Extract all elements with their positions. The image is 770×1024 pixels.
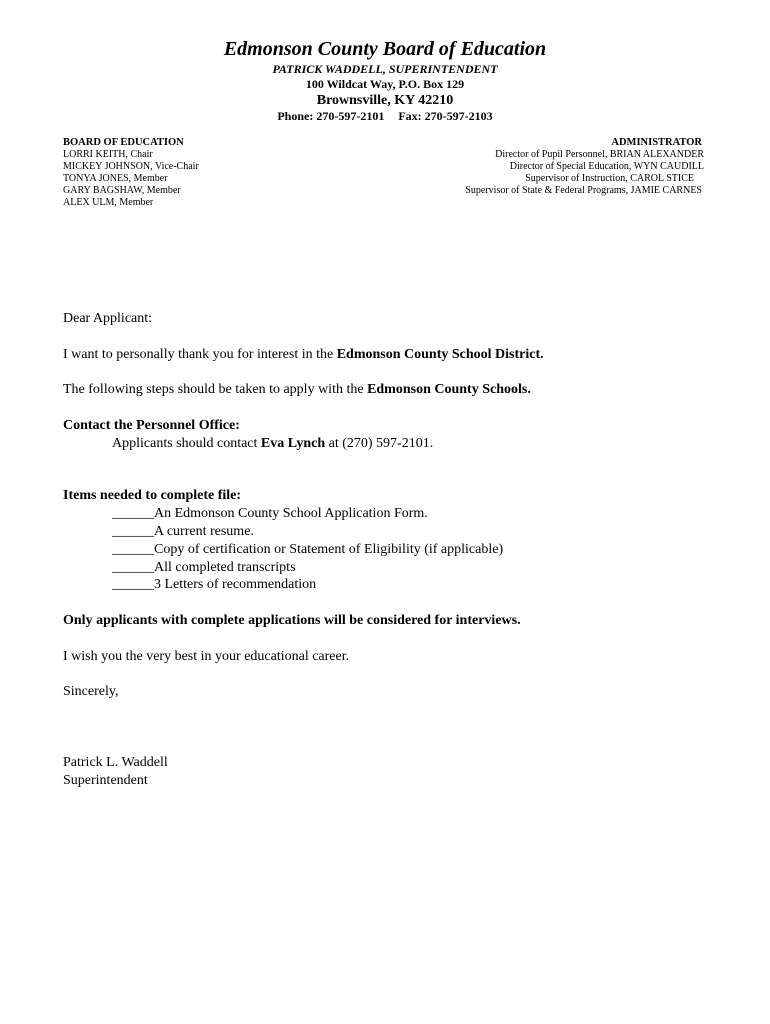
administrator-member: Supervisor of Instruction, CAROL STICE xyxy=(525,173,694,184)
wish-paragraph: I wish you the very best in your educational career. xyxy=(63,648,350,664)
phone-number: Phone: 270-597-2101 xyxy=(277,109,385,123)
board-heading: BOARD OF EDUCATION xyxy=(63,137,184,148)
contact-text: Applicants should contact xyxy=(112,435,261,451)
contact-heading: Contact the Personnel Office: xyxy=(63,417,240,433)
administrator-member: Supervisor of State & Federal Programs, JAMIE CARNES xyxy=(465,185,702,196)
administrator-member: Director of Pupil Personnel, BRIAN ALEXANDER xyxy=(495,149,704,160)
district-name: Edmonson County School District. xyxy=(336,346,544,362)
thanks-text: I want to personally thank you for interest in the xyxy=(63,346,337,362)
letter-body xyxy=(63,310,713,790)
notice-paragraph: Only applicants with complete applications will be considered for interviews. xyxy=(63,612,521,628)
fax-number: Fax: 270-597-2103 xyxy=(398,109,493,123)
items-heading: Items needed to complete file: xyxy=(63,488,242,504)
salutation: Dear Applicant: xyxy=(63,311,153,326)
address-line-1: 100 Wildcat Way, P.O. Box 129 xyxy=(305,77,465,91)
administrator-block xyxy=(465,137,704,197)
contact-name: Eva Lynch xyxy=(260,435,326,451)
thanks-paragraph xyxy=(63,346,713,364)
contact-paragraph xyxy=(63,435,713,453)
address-line-2: Brownsville, KY 42210 xyxy=(316,93,454,108)
checklist-item: ______All completed transcripts xyxy=(112,559,296,575)
schools-name: Edmonson County Schools. xyxy=(367,382,531,398)
board-of-education-block xyxy=(63,137,199,209)
board-member: LORRI KEITH, Chair xyxy=(63,149,153,160)
signer-name: Patrick L. Waddell xyxy=(63,755,168,771)
steps-paragraph xyxy=(63,381,713,399)
contact-line xyxy=(0,109,770,124)
board-member: MICKEY JOHNSON, Vice-Chair xyxy=(63,161,199,172)
board-member: GARY BAGSHAW, Member xyxy=(63,185,181,196)
letterhead xyxy=(0,36,770,124)
signer-title: Superintendent xyxy=(63,773,148,789)
checklist-item: ______3 Letters of recommendation xyxy=(112,577,317,593)
checklist-item: ______Copy of certification or Statement of Eligibility (if applicable) xyxy=(112,541,504,557)
administrator-member: Director of Special Education, WYN CAUDILL xyxy=(509,161,704,172)
checklist-item: ______An Edmonson County School Application Form. xyxy=(112,506,428,522)
org-name: Edmonson County Board of Education xyxy=(223,38,547,60)
contact-phone: at (270) 597-2101. xyxy=(325,435,434,451)
checklist-item: ______A current resume. xyxy=(112,523,254,539)
administrator-heading: ADMINISTRATOR xyxy=(611,137,702,148)
board-member: ALEX ULM, Member xyxy=(63,197,154,208)
board-member: TONYA JONES, Member xyxy=(63,173,168,184)
superintendent-line: PATRICK WADDELL, SUPERINTENDENT xyxy=(272,62,498,76)
steps-text: The following steps should be taken to apply with the xyxy=(63,382,368,398)
closing: Sincerely, xyxy=(63,684,119,700)
